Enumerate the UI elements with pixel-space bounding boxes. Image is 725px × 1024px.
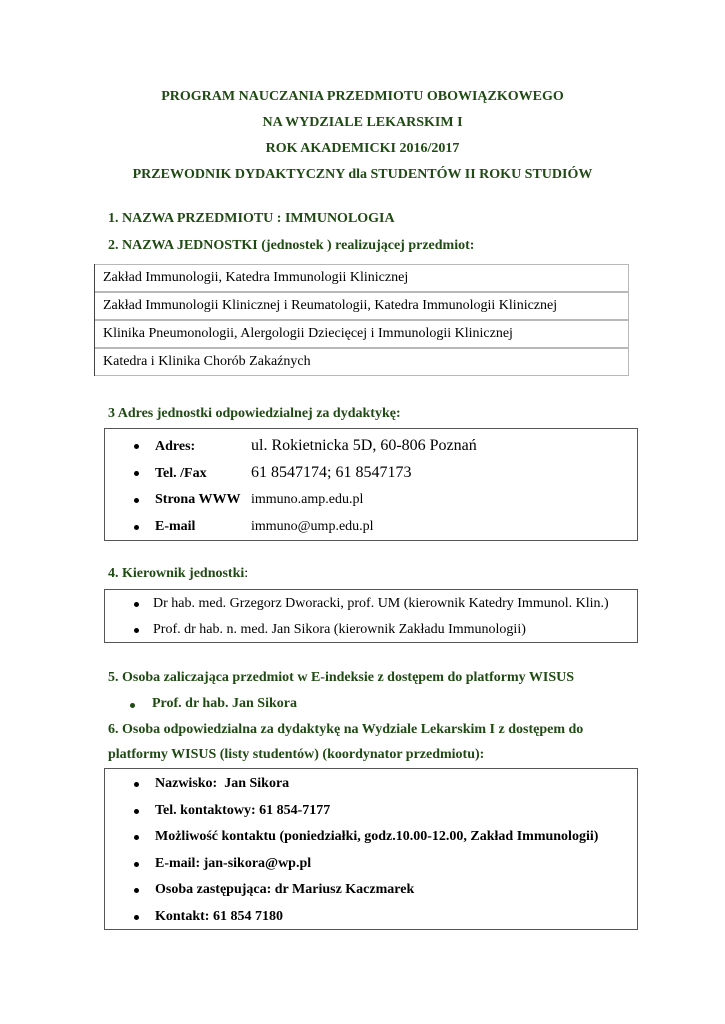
bullet-icon (134, 835, 139, 840)
section-5-title: 5. Osoba zaliczająca przedmiot w E-indeksie z dostępem do platformy WISUS (108, 670, 574, 685)
head-name: Prof. dr hab. n. med. Jan Sikora (kierownik Zakładu Immunologii) (153, 622, 526, 637)
section-6-title-line-2: platformy WISUS (listy studentów) (koordynator przedmiotu): (108, 747, 485, 762)
bullet-icon (134, 915, 139, 920)
coordinator-item (105, 851, 637, 878)
head-item (105, 617, 637, 643)
address-value: ul. Rokietnicka 5D, 60-806 Poznań (251, 437, 477, 454)
bullet-icon (134, 888, 139, 893)
coordinator-substitute-contact: Kontakt: 61 854 7180 (155, 908, 283, 924)
coordinator-contact-hours: Możliwość kontaktu (poniedziałki, godz.10.00-12.00, Zakład Immunologii) (155, 829, 599, 844)
bullet-icon (134, 862, 139, 867)
coordinator-item (105, 771, 637, 798)
units-table (94, 264, 629, 376)
unit-row: Klinika Pneumonologii, Alergologii Dziecięcej i Immunologii Klinicznej (95, 320, 629, 348)
www-item (105, 486, 637, 513)
www-label: Strona WWW (155, 492, 241, 507)
unit-row: Katedra i Klinika Chorób Zakaźnych (95, 348, 629, 376)
bullet-icon (134, 498, 139, 503)
unit-row: Zakład Immunologii, Katedra Immunologii Klinicznej (95, 264, 629, 292)
coordinator-item (105, 904, 637, 931)
coordinator-item (105, 824, 637, 851)
bullet-icon (134, 628, 139, 633)
email-value: immuno@ump.edu.pl (251, 519, 374, 534)
bullet-icon (134, 809, 139, 814)
www-value: immuno.amp.edu.pl (251, 492, 364, 507)
unit-row: Zakład Immunologii Klinicznej i Reumatologii, Katedra Immunologii Klinicznej (95, 292, 629, 320)
bullet-icon (134, 782, 139, 787)
bullet-icon (134, 602, 139, 607)
section-4-colon: : (244, 566, 249, 581)
bullet-icon (130, 703, 135, 708)
bullet-icon (134, 525, 139, 530)
bullet-icon (134, 444, 139, 449)
coordinator-item (105, 877, 637, 904)
coordinator-substitute: Osoba zastępująca: dr Mariusz Kaczmarek (155, 882, 415, 897)
address-item (105, 432, 637, 459)
bullet-icon (134, 471, 139, 476)
section-5-person: Prof. dr hab. Jan Sikora (152, 696, 297, 711)
coordinator-item (105, 798, 637, 825)
coordinator-box (104, 768, 638, 930)
section-6-title-line-1: 6. Osoba odpowiedzialna za dydaktykę na Wydziale Lekarskim I z dostępem do (108, 722, 584, 737)
phone-value: 61 8547174; 61 8547173 (251, 464, 412, 481)
phone-label: Tel. /Fax (155, 466, 207, 481)
section-4-title: 4. Kierownik jednostki (108, 566, 245, 581)
header-line-3: ROK AKADEMICKI 2016/2017 (265, 141, 460, 156)
head-item (105, 591, 637, 617)
section-5-person-item (130, 696, 297, 712)
document-header (0, 84, 725, 188)
section-3-title: 3 Adres jednostki odpowiedzialnej za dydaktykę: (108, 406, 401, 421)
address-box (104, 428, 638, 541)
head-of-unit-box (104, 589, 638, 643)
coordinator-email: E-mail: jan-sikora@wp.pl (155, 855, 312, 871)
email-item (105, 513, 637, 540)
header-line-2: NA WYDZIALE LEKARSKIM I (262, 115, 463, 130)
coordinator-phone: Tel. kontaktowy: 61 854-7177 (155, 802, 331, 818)
phone-item (105, 459, 637, 486)
header-line-4: PRZEWODNIK DYDAKTYCZNY dla STUDENTÓW II ROKU STUDIÓW (132, 167, 593, 182)
head-name: Dr hab. med. Grzegorz Dworacki, prof. UM (kierownik Katedry Immunol. Klin.) (153, 596, 609, 611)
email-label: E-mail (155, 519, 196, 534)
section-1-title: 1. NAZWA PRZEDMIOTU : IMMUNOLOGIA (108, 211, 395, 226)
section-2-title: 2. NAZWA JEDNOSTKI (jednostek ) realizującej przedmiot: (108, 238, 475, 253)
section-4-title-wrap (108, 566, 248, 582)
header-line-1: PROGRAM NAUCZANIA PRZEDMIOTU OBOWIĄZKOWEGO (161, 89, 564, 104)
coordinator-name: Nazwisko: Jan Sikora (155, 776, 290, 791)
address-label: Adres: (155, 439, 196, 454)
